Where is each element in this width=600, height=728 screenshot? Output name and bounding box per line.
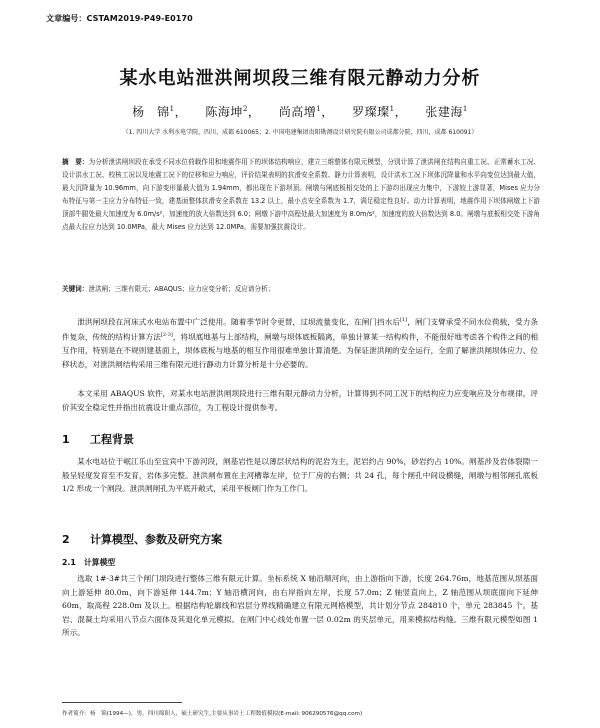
intro-paragraph-2: 本文采用 ABAQUS 软件，对某水电站泄洪闸坝段进行三维有限元静动力分析，计算得到不同工况下的结构应力应变响应及分布规律，评价其安全稳定性并指出抗震设计重点部位，为工程设计提供参考。: [62, 389, 538, 412]
abstract: [62, 156, 540, 233]
author-footnote: 作者简介：杨 锦(1994—)，男，四川绵阳人，硕士研究生,主要从事岩土工程数值模拟(E-mail: 906290576@qq.com): [62, 711, 363, 717]
keywords-label: 关键词：: [62, 285, 89, 293]
keywords: [62, 283, 540, 293]
affiliations: （1. 四川大学 水利水电学院，四川，成都 610065；2. 中国电建集团贵阳勘测设计研究院有限公司成都分院，四川，成都 610091）: [122, 129, 478, 136]
citation: [2-3]: [160, 332, 173, 339]
abstract-label: 摘 要：: [62, 158, 89, 166]
author: 罗璨璨$^1$，: [352, 105, 408, 119]
author-list: [0, 103, 600, 120]
abstract-text: 为分析泄洪闸坝段在承受不同水位荷载作用和地震作用下的坝体结构响应，建立三维整体有限元模型，分别计算了泄洪闸在结构自重工况、正常蓄水工况、设计洪水工况、校核工况以及地震工况下的位移和应力响应，评价结果表明的抗滑安全系数、静力计算表明，设计洪水工况下坝体沉降量和水平向变位达到最大值，最大沉降量为 10.96mm，向下游变形量最大值为 1.94mm，都出现在下游坝顶。闸墩与闸底板相交处的上下游均出现应力集中，下游较上游显著，Mises 应力分布特征与第一主应力分布特征一致，建基面整体抗滑安全系数在 13.2 以上，最小点安全系数为 1.7，满足稳定性良好。动力计算表明，地震作用下坝体闸墩上下游顶部牛腿处最大加速度为 6.0m/s²，加速度的放大倍数达到 6.0；闸墩下游中高程处最大加速度为 8.0m/s²，加速度的放大倍数达到 8.0。闸墩与底板相交处下游角点最大拉应力达到 10.0MPa，最大 Mises 应力达到 12.0MPa，需要加强抗震设计。: [62, 158, 541, 231]
keywords-text: 泄洪闸；三维有限元；ABAQUS；应力应变分析；反应谱分析；: [88, 285, 275, 293]
citation: [1]: [400, 317, 408, 323]
paper-title: 某水电站泄洪闸坝段三维有限元静动力分析: [119, 68, 481, 89]
author: 陈海坤$^2$，: [205, 105, 261, 119]
author: 杨 锦$^1$，: [132, 105, 188, 119]
section-1-paragraph: 某水电站位于岷江乐山至宜宾中下游河段，闸基岩性是以薄层状结构的泥岩为主，泥岩约占 90%，砂岩约占 10%。闸基涉及岩体裂隙一般呈轻度发育至不发育，岩体多完整。泄洪闸布置在主河槽靠左岸，位于厂房的右侧；共 24 孔，每个闸孔中间设横缝，闸墩与相邻闸孔底板 1/2 形成一个闸段。泄洪闸闸孔为平底开敞式，采用平板闸门作为工作门。: [62, 457, 538, 494]
footnote-divider: [62, 702, 182, 703]
section-2-paragraph: 选取 1#-3#共三个闸门坝段进行整体三维有限元计算。坐标系统 X 轴沿顺河向，由上游指向下游，长度 264.76m，地基范围从坝基面向上游延伸 80.0m，向下游延伸 144.7m；Y 轴沿横河向，由右岸指向左岸，长度 57.0m；Z 轴竖直向上，Z 轴范围从坝底面向下延伸 60m，取高程 228.0m 及以上。根据结构轮廓线和岩层分界线精确建立有限元网格模型，共计划分节点 284810 个，单元 283845 个。基岩、混凝土均采用八节点六面体及其退化单元模拟。在闸门中心线处布置一层 0.02m 的夹层单元，用来模拟结构缝。三维有限元模型如图 1 所示。: [62, 574, 538, 638]
article-number: 文章编号：CSTAM2019-P49-E0170: [46, 14, 193, 23]
subsection-heading: 2.1 计算模型: [62, 558, 116, 567]
author: 尚高增$^1$，: [278, 105, 334, 119]
section-heading: 2 计算模型、参数及研究方案: [62, 533, 222, 546]
author: 张建海$^1$: [425, 105, 468, 119]
section-heading: 1 工程背景: [62, 433, 134, 446]
intro-paragraph-1: 泄洪闸坝段在河床式水电站布置中广泛使用。随着季节时令更替，过坝流量变化，在闸门挡水后[1]，闸门支臂承受不同水位荷载，受力条件复杂，传统的结构计算方法[2-3]，将坝底地基与上部结构，闸墩与坝体底板隔离，单独计算某一结构构件，不能很好地考虑各个构件之间的相互作用，特别是在不规则建基面上，坝体底板与地基的相互作用很难单独计算清楚。为保证泄洪闸的安全运行，全面了解泄洪闸坝体应力、位移状态，对泄洪闸结构采用三维有限元进行静动力计算分析是十分必要的。: [62, 317, 539, 369]
